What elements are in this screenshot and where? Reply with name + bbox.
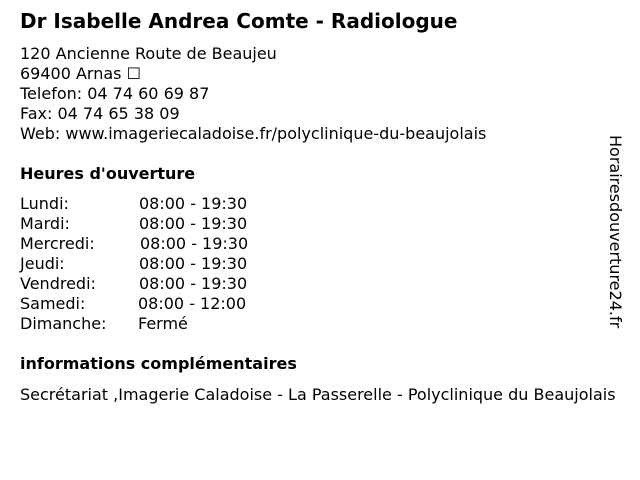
time-value: 08:00 - 19:30 (139, 274, 248, 293)
city-postal-code: 69400 Arnas ☐ (20, 64, 141, 83)
day-label: Vendredi: (20, 274, 96, 293)
hours-heading: Heures d'ouverture (20, 164, 196, 183)
fax-number: Fax: 04 74 65 38 09 (20, 104, 180, 123)
time-value: 08:00 - 12:00 (138, 294, 247, 313)
time-value: 08:00 - 19:30 (139, 214, 248, 233)
time-value: 08:00 - 19:30 (139, 194, 248, 213)
day-label: Samedi: (20, 294, 86, 313)
time-value: 08:00 - 19:30 (140, 234, 249, 253)
day-label: Mardi: (20, 214, 70, 233)
website-link[interactable]: Web: www.imageriecaladoise.fr/polyclinique-du-beaujolais (20, 124, 487, 143)
site-watermark: Horairesdouverture24.fr (606, 135, 625, 329)
time-value: Fermé (138, 314, 188, 333)
street-address: 120 Ancienne Route de Beaujeu (20, 44, 277, 63)
day-label: Jeudi: (20, 254, 65, 273)
info-text: Secrétariat ,Imagerie Caladoise - La Passerelle - Polyclinique du Beaujolais (20, 385, 616, 404)
address-block (20, 44, 486, 144)
day-label: Lundi: (20, 194, 69, 213)
phone-number[interactable]: Telefon: 04 74 60 69 87 (20, 84, 210, 103)
time-value: 08:00 - 19:30 (139, 254, 248, 273)
info-heading: informations complémentaires (20, 354, 297, 373)
page-title: Dr Isabelle Andrea Comte - Radiologue (20, 9, 458, 33)
day-label: Dimanche: (20, 314, 107, 333)
day-label: Mercredi: (20, 234, 95, 253)
